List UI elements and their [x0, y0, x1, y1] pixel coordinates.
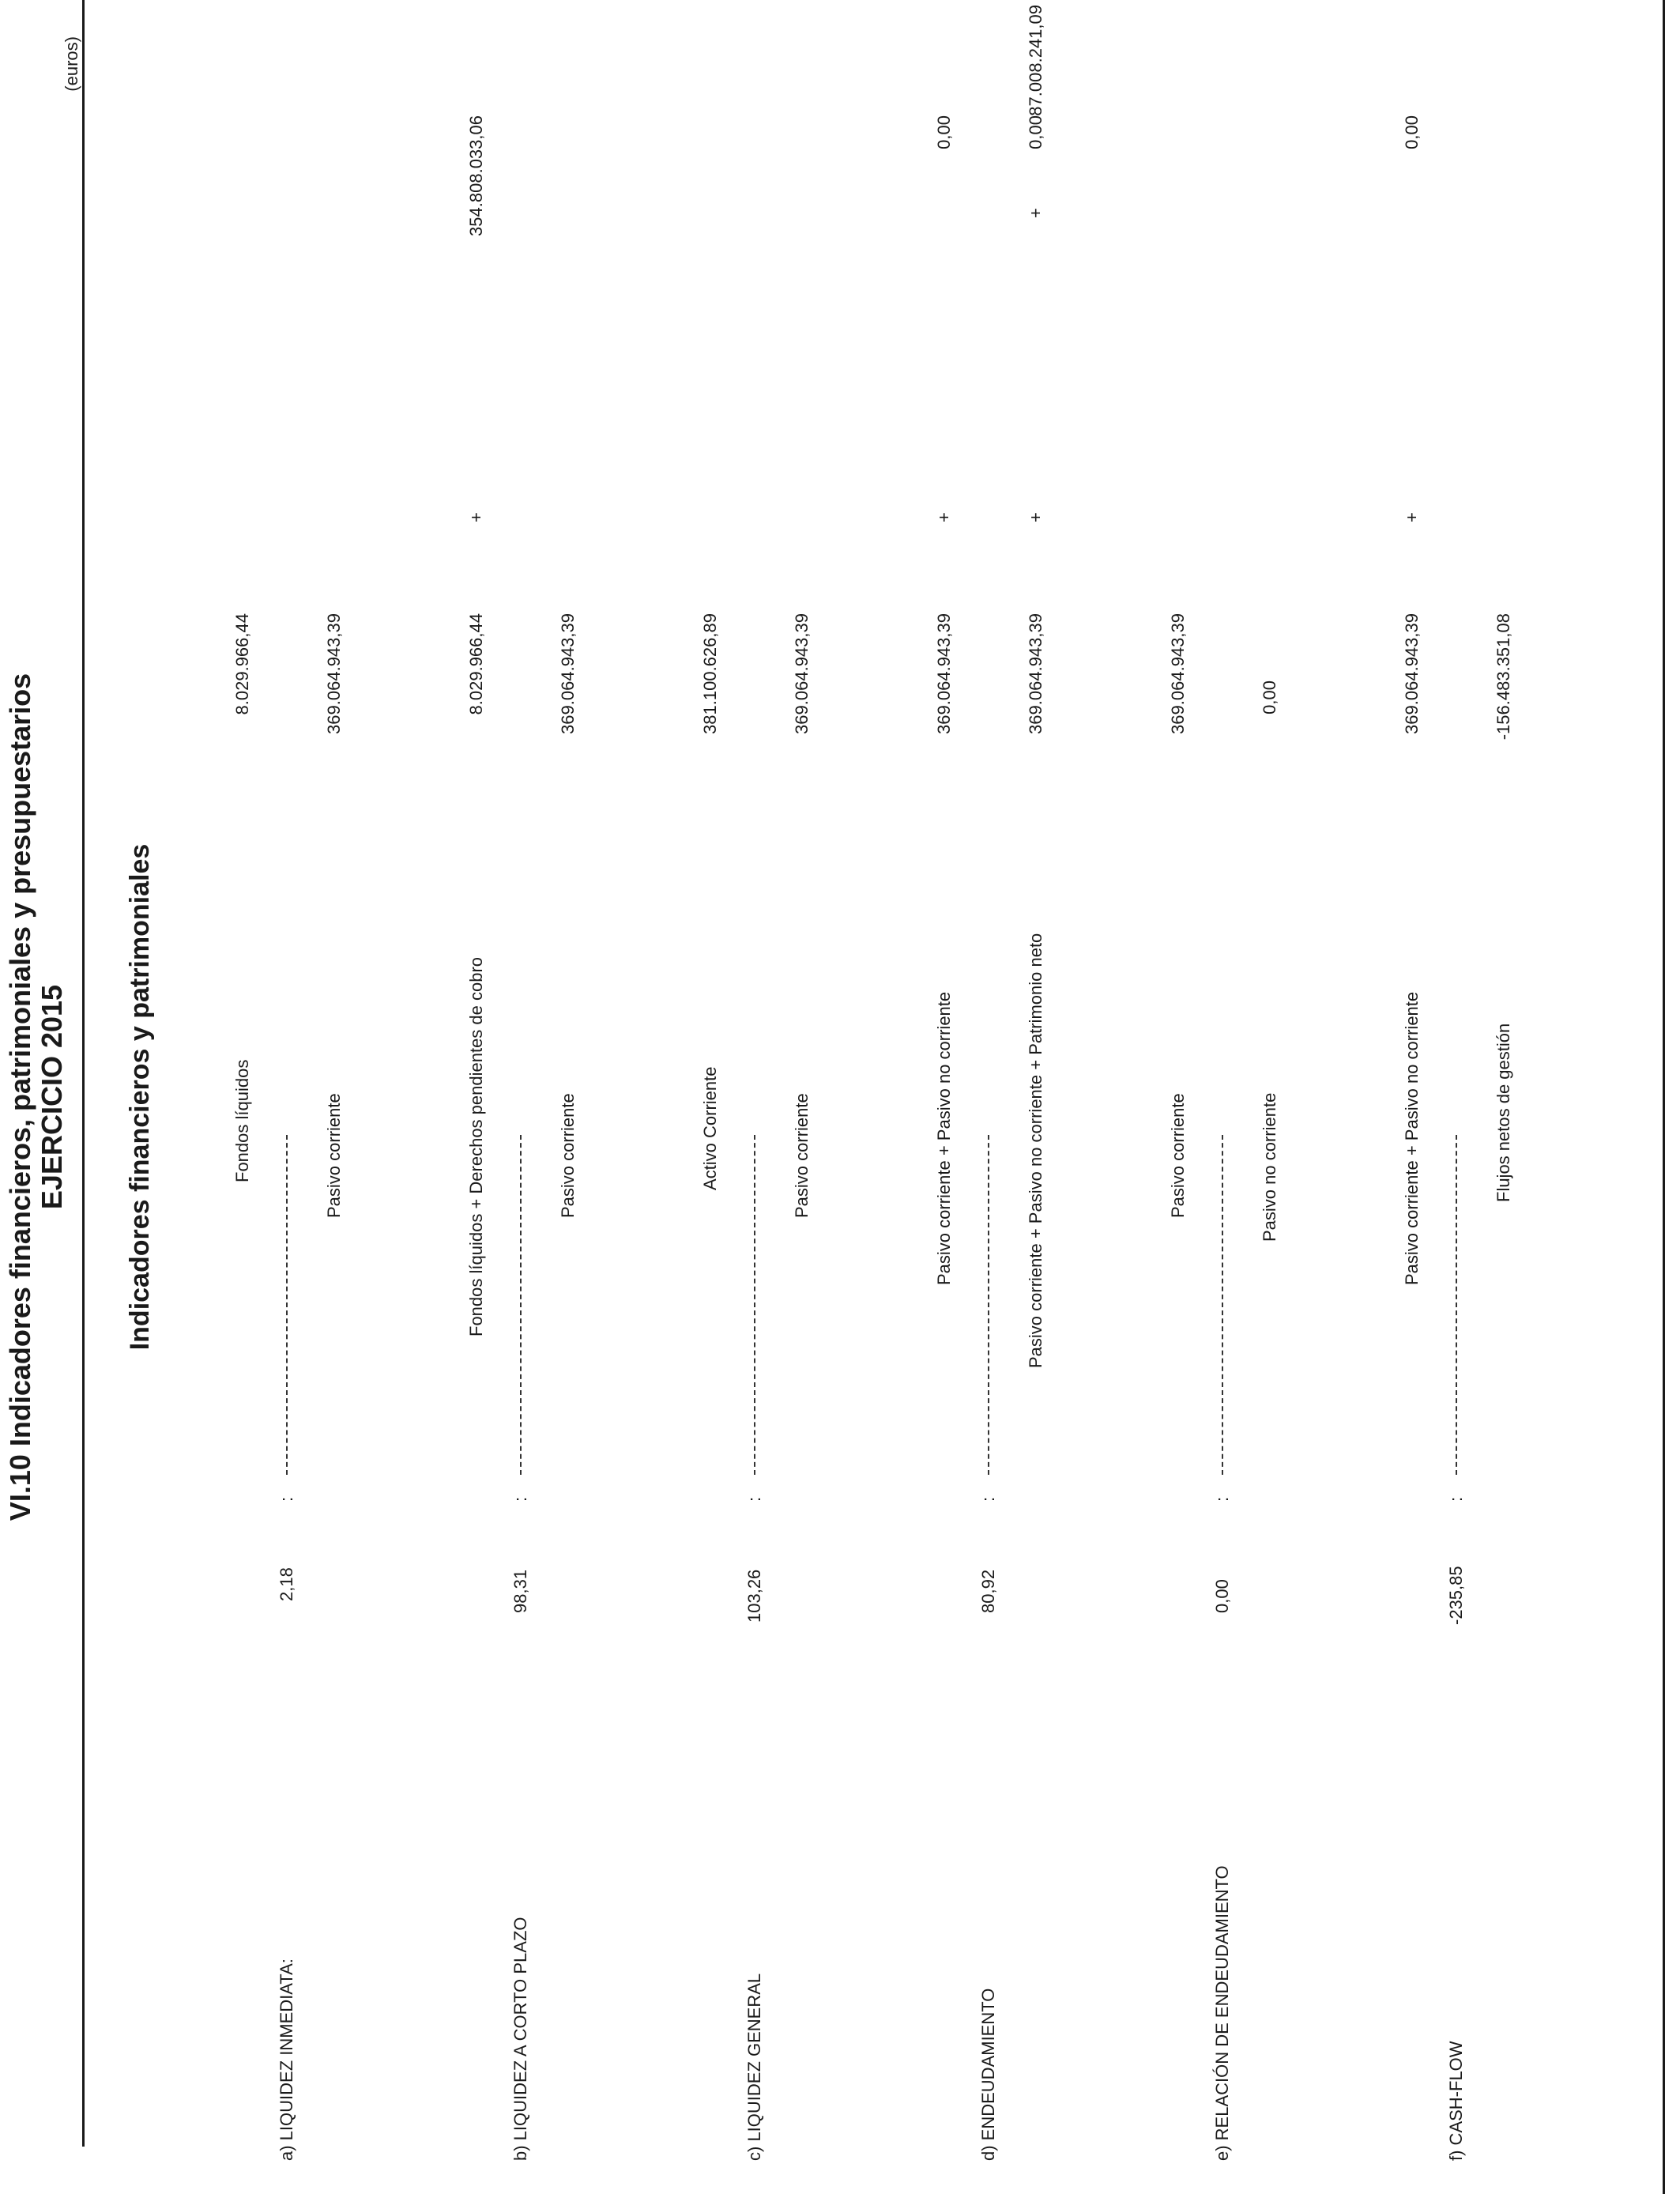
- indicator-label: a) LIQUIDEZ INMEDIATA:: [277, 1958, 296, 2161]
- denominator-text: Pasivo corriente: [324, 1093, 344, 1218]
- fraction-line: [754, 1135, 755, 1475]
- numerator-text: Fondos líquidos: [232, 1059, 252, 1182]
- denominator-text: Pasivo no corriente: [1260, 1092, 1279, 1242]
- denominator-amount-1: 0,00: [1260, 680, 1279, 714]
- numerator-amount-1: 381.100.626,89: [700, 613, 720, 734]
- colon: :: [744, 1496, 764, 1502]
- colon: :: [978, 1496, 998, 1502]
- numerator-text: Pasivo corriente + Pasivo no corriente: [1402, 991, 1422, 1285]
- numerator-text: Pasivo corriente: [1168, 1093, 1188, 1218]
- numerator-amount-2: 0,00: [1402, 115, 1422, 149]
- plus-sign: +: [1026, 512, 1045, 522]
- denominator-text: Flujos netos de gestión: [1494, 1023, 1513, 1202]
- fraction-line: [1222, 1135, 1223, 1475]
- denominator-amount-1: 369.064.943,39: [324, 613, 344, 734]
- fraction-line: [520, 1135, 522, 1475]
- fraction-line: [988, 1135, 989, 1475]
- numerator-amount-1: 8.029.966,44: [232, 613, 252, 715]
- header-rule: [82, 0, 85, 2147]
- numerator-text: Pasivo corriente + Pasivo no corriente: [934, 991, 954, 1285]
- denominator-amount-1: 369.064.943,39: [792, 613, 812, 734]
- denominator-amount-3: 87.008.241,09: [1026, 5, 1045, 116]
- plus-sign: +: [934, 512, 954, 522]
- denominator-text: Pasivo corriente + Pasivo no corriente + Patrimonio neto: [1026, 933, 1045, 1368]
- colon: :: [1212, 1496, 1232, 1502]
- denominator-amount-1: -156.483.351,08: [1494, 613, 1513, 741]
- section-title: Indicadores financieros y patrimoniales: [125, 843, 155, 1351]
- indicator-value: 2,18: [277, 1567, 296, 1601]
- indicator-value: 80,92: [978, 1569, 998, 1613]
- indicator-label: c) LIQUIDEZ GENERAL: [744, 1973, 764, 2161]
- numerator-text: Fondos líquidos + Derechos pendientes de cobro: [466, 956, 486, 1336]
- fraction-line: [1456, 1135, 1457, 1475]
- numerator-amount-2: 0,00: [934, 115, 954, 149]
- numerator-amount-1: 369.064.943,39: [1168, 613, 1188, 734]
- colon: :: [1446, 1496, 1466, 1502]
- denominator-amount-2: 0,00: [1026, 115, 1045, 149]
- fraction-line: [286, 1135, 288, 1475]
- page-subtitle: EJERCICIO 2015: [36, 984, 68, 1210]
- numerator-amount-1: 369.064.943,39: [1402, 613, 1422, 734]
- indicator-value: 0,00: [1212, 1579, 1232, 1613]
- numerator-amount-2: 354.808.033,06: [466, 115, 486, 236]
- denominator-text: Pasivo corriente: [792, 1093, 812, 1218]
- denominator-text: Pasivo corriente: [558, 1093, 578, 1218]
- indicator-label: f) CASH-FLOW: [1446, 2041, 1466, 2161]
- numerator-text: Activo Corriente: [700, 1066, 720, 1190]
- plus-sign: +: [1026, 208, 1045, 218]
- indicator-label: e) RELACIÓN DE ENDEUDAMIENTO: [1212, 1865, 1232, 2161]
- indicator-value: -235,85: [1446, 1566, 1466, 1625]
- indicator-value: 98,31: [510, 1569, 530, 1613]
- footer-rule: [1663, 0, 1665, 2194]
- plus-sign: +: [1402, 512, 1422, 522]
- colon: :: [277, 1496, 296, 1502]
- numerator-amount-1: 369.064.943,39: [934, 613, 954, 734]
- page-title: VI.10 Indicadores financieros, patrimoniales y presupuestarios: [4, 673, 36, 1521]
- denominator-amount-1: 369.064.943,39: [558, 613, 578, 734]
- numerator-amount-1: 8.029.966,44: [466, 613, 486, 715]
- unit-label: (euros): [62, 36, 81, 92]
- indicator-label: d) ENDEUDAMIENTO: [978, 1988, 998, 2161]
- indicator-label: b) LIQUIDEZ A CORTO PLAZO: [510, 1917, 530, 2161]
- plus-sign: +: [466, 512, 486, 522]
- indicator-value: 103,26: [744, 1569, 764, 1623]
- colon: :: [510, 1496, 530, 1502]
- denominator-amount-1: 369.064.943,39: [1026, 613, 1045, 734]
